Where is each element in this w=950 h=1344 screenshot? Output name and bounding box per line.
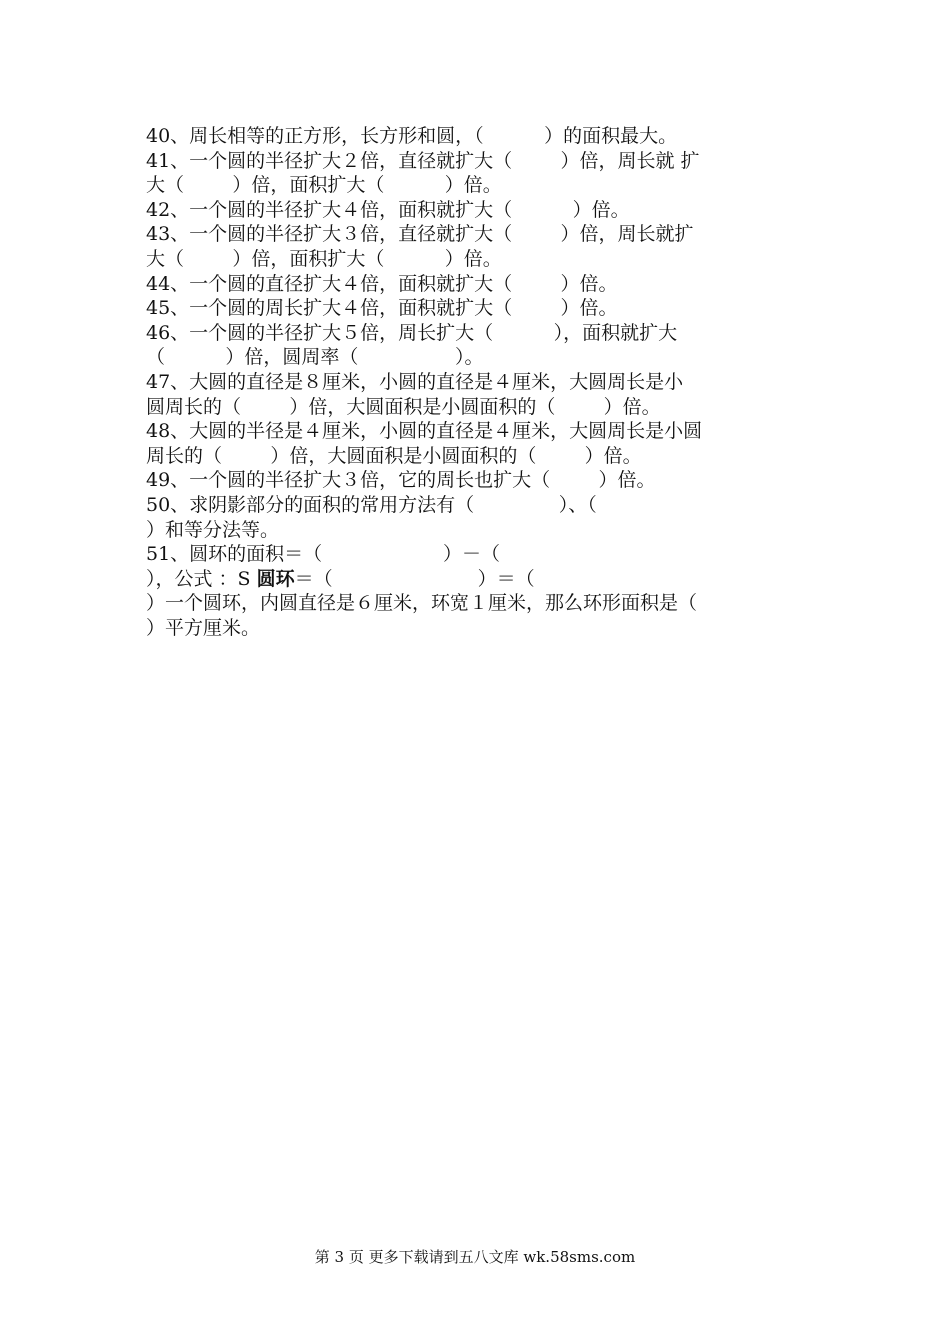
text-line: ）一个圆环，内圆直径是６厘米，环宽１厘米，那么环形面积是（ bbox=[146, 592, 698, 615]
text-line: 43、一个圆的半径扩大３倍，直径就扩大（ ）倍，周长就扩 bbox=[146, 223, 694, 246]
text-line: 50、求阴影部分的面积的常用方法有（ ）、（ bbox=[146, 493, 597, 516]
text-line: 44、一个圆的直径扩大４倍，面积就扩大（ ）倍。 bbox=[146, 272, 618, 295]
text-line: 大（ ）倍，面积扩大（ ）倍。 bbox=[146, 174, 502, 197]
text-line: 51、圆环的面积＝（ ）－（ bbox=[146, 543, 500, 566]
text-line: 49、一个圆的半径扩大３倍，它的周长也扩大（ ）倍。 bbox=[146, 469, 656, 492]
formula-prefix: ），公式 ：S bbox=[146, 567, 257, 590]
text-line: （ ）倍，圆周率（ ）。 bbox=[146, 346, 484, 369]
text-line: 40、周长相等的正方形，长方形和圆，（ ）的面积最大。 bbox=[146, 125, 678, 147]
formula-line bbox=[146, 567, 806, 592]
text-line: 42、一个圆的半径扩大４倍，面积就扩大（ ）倍。 bbox=[146, 198, 630, 221]
text-line: 圆周长的（ ）倍，大圆面积是小圆面积的（ ）倍。 bbox=[146, 395, 661, 418]
text-line: 48、大圆的半径是４厘米，小圆的直径是４厘米，大圆周长是小圆 bbox=[146, 420, 703, 443]
text-line: 41、一个圆的半径扩大２倍，直径就扩大（ ）倍，周长就 扩 bbox=[146, 149, 700, 172]
question-list bbox=[146, 124, 806, 640]
text-line: 47、大圆的直径是８厘米，小圆的直径是４厘米，大圆周长是小 bbox=[146, 370, 684, 393]
text-line: ）和等分法等。 bbox=[146, 518, 280, 541]
text-line: 46、一个圆的半径扩大５倍，周长扩大（ ），面积就扩大 bbox=[146, 321, 678, 344]
text-line: 周长的（ ）倍，大圆面积是小圆面积的（ ）倍。 bbox=[146, 444, 642, 467]
text-line: ）平方厘米。 bbox=[146, 616, 261, 639]
text-line: 大（ ）倍，面积扩大（ ）倍。 bbox=[146, 247, 502, 270]
formula-suffix: ＝（ ）＝（ bbox=[294, 567, 535, 590]
text-line: 45、一个圆的周长扩大４倍，面积就扩大（ ）倍。 bbox=[146, 297, 618, 320]
page-footer: 第 3 页 更多下载请到五八文库 wk.58sms.com bbox=[314, 1248, 636, 1266]
formula-bold-term: 圆环 bbox=[256, 567, 295, 590]
